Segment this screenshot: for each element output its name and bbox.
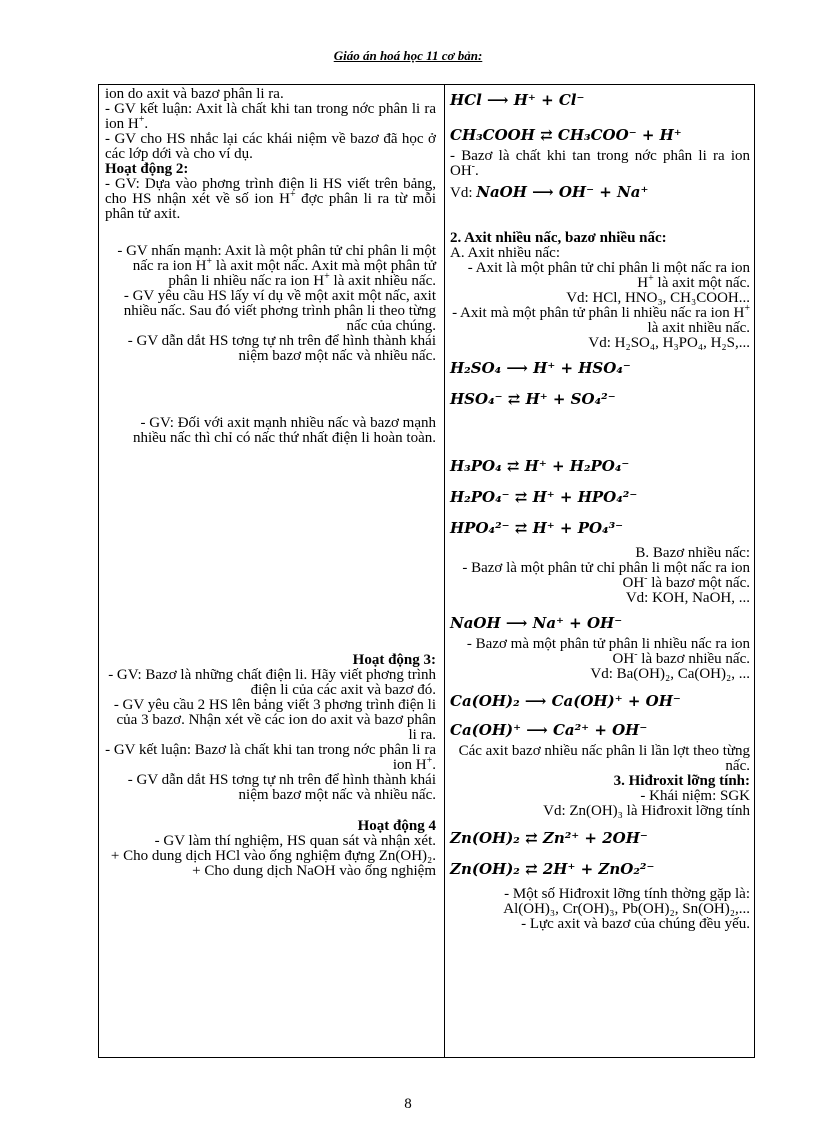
axit-mot-nac: - Axit là một phân tử chỉ phân li một nấc ra ion H+ là axit một nấc. xyxy=(467,260,750,291)
equation-ch3cooh: CH₃COOH ⇄ CH₃COO⁻ + H⁺ xyxy=(450,126,682,144)
axit-nhieu-nac-example: Vd: H₂SO₄, H₃PO₄, H₂S,... xyxy=(588,335,750,351)
bazo-nhieu-nac-example: Vd: Ba(OH)₂, Ca(OH)₂, ... xyxy=(590,666,750,682)
heading-hoat-dong-2: Hoạt động 2: xyxy=(105,161,189,177)
equation-h2so4: H₂SO₄ ⟶ H⁺ + HSO₄⁻ xyxy=(450,359,631,377)
equation-caoh2: Ca(OH)₂ ⟶ Ca(OH)⁺ + OH⁻ xyxy=(450,692,681,710)
section-a-title: A. Axit nhiều nấc: xyxy=(450,245,560,261)
content-column xyxy=(450,85,750,932)
page-number: 8 xyxy=(404,1096,412,1112)
page-header: Giáo án hoá học 11 cơ bản: xyxy=(333,48,483,63)
equation-caoh: Ca(OH)⁺ ⟶ Ca²⁺ + OH⁻ xyxy=(450,721,648,739)
section-b-title: B. Bazơ nhiều nấc: xyxy=(635,545,750,561)
bazo-mot-nac: - Bazơ là một phân tử chỉ phân li một nấc ra ion OH- là bazơ một nấc. xyxy=(462,560,750,591)
stepwise-note: Các axit bazơ nhiều nấc phân li lần lợt theo từng nấc. xyxy=(458,743,750,774)
axit-mot-nac-example: Vd: HCl, HNO₃, CH₃COOH... xyxy=(566,290,750,306)
left-p7: - GV dẫn dắt HS tơng tự nh trên để hình thành khái niệm bazơ một nấc và nhiều nấc. xyxy=(127,333,436,364)
equation-hso4: HSO₄⁻ ⇄ H⁺ + SO₄²⁻ xyxy=(450,390,616,408)
left-p10: - GV yêu cầu 2 HS lên bảng viết 3 phơng trình điện li của 3 bazơ. Nhận xét về các ion do axit và bazơ phân li ra. xyxy=(113,697,436,743)
left-p15: + Cho dung dịch NaOH vào ống nghiệm xyxy=(192,863,436,879)
hidroxit-concept: - Khái niệm: SGK xyxy=(640,788,750,804)
example-naoh: Vd: NaOH ⟶ OH⁻ + Na⁺ xyxy=(450,183,649,201)
teacher-activities-column xyxy=(105,85,436,879)
left-p8: - GV: Đối với axit mạnh nhiều nấc và bazơ mạnh nhiều nấc thì chỉ có nấc thứ nhất điện li hoàn toàn. xyxy=(132,415,436,446)
equation-hpo4: HPO₄²⁻ ⇄ H⁺ + PO₄³⁻ xyxy=(450,519,624,537)
bazo-nhieu-nac: - Bazơ mà một phân tử phân li nhiều nấc ra ion OH- là bazơ nhiều nấc. xyxy=(466,636,750,667)
left-p6: - GV yêu cầu HS lấy ví dụ về một axit một nấc, axit nhiều nấc. Sau đó viết phơng trình phân li theo từng nấc của chúng. xyxy=(123,288,436,334)
section-3-title: 3. Hiđroxit lỡng tính: xyxy=(613,773,750,789)
lesson-table xyxy=(98,84,755,1058)
left-p12: - GV dẫn dắt HS tơng tự nh trên để hình thành khái niệm bazơ một nấc và nhiều nấc. xyxy=(127,772,436,803)
left-p5: - GV nhấn mạnh: Axit là một phân tử chỉ phân li một nấc ra ion H+ là axit một nấc. Axit mà một phân tử phân li nhiều nấc ra ion H+ là axit nhiều nấc. xyxy=(117,243,436,289)
hidroxit-example: Vd: Zn(OH)₃ là Hiđroxit lỡng tính xyxy=(543,803,750,819)
equation-zn-acid: Zn(OH)₂ ⇄ 2H⁺ + ZnO₂²⁻ xyxy=(450,860,655,878)
heading-hoat-dong-4: Hoạt động 4 xyxy=(357,818,436,834)
left-p11: - GV kết luận: Bazơ là chất khi tan trong nớc phân li ra ion H+. xyxy=(105,742,436,773)
axit-nhieu-nac: - Axit mà một phân tử phân li nhiều nấc ra ion H+ là axit nhiều nấc. xyxy=(452,303,750,336)
left-p4: - GV: Dựa vào phơng trình điện li HS viết trên bảng, cho HS nhận xét về số ion H+ đợc phân li ra từ mỗi phân tử axit. xyxy=(105,176,437,222)
strength-note: - Lực axit và bazơ của chúng đều yếu. xyxy=(521,916,750,932)
heading-hoat-dong-3: Hoạt động 3: xyxy=(352,652,436,668)
equation-hcl: HCl ⟶ H⁺ + Cl⁻ xyxy=(450,91,585,109)
left-p13: - GV làm thí nghiệm, HS quan sát và nhận xét. xyxy=(154,833,436,849)
left-p9: - GV: Bazơ là những chất điện li. Hãy viết phơng trình điện li của các axit và bazơ đó. xyxy=(108,667,436,698)
left-p14: + Cho dung dịch HCl vào ống nghiệm đựng Zn(OH)₂. xyxy=(110,848,436,864)
column-divider xyxy=(444,85,445,1057)
equation-zn-base: Zn(OH)₂ ⇄ Zn²⁺ + 2OH⁻ xyxy=(450,829,648,847)
equation-naoh-2: NaOH ⟶ Na⁺ + OH⁻ xyxy=(450,614,623,632)
common-hidroxit: - Một số Hiđroxit lỡng tính thờng gặp là: Al(OH)₃, Cr(OH)₃, Pb(OH)₂, Sn(OH)₂,... xyxy=(503,886,750,917)
equation-h3po4: H₃PO₄ ⇄ H⁺ + H₂PO₄⁻ xyxy=(450,457,630,475)
bazo-mot-nac-example: Vd: KOH, NaOH, ... xyxy=(625,590,750,606)
left-p2: - GV kết luận: Axit là chất khi tan trong nớc phân li ra ion H+. xyxy=(105,101,436,132)
bazo-definition: - Bazơ là chất khi tan trong nớc phân li ra ion OH-. xyxy=(450,148,750,179)
section-2-title: 2. Axit nhiều nấc, bazơ nhiều nấc: xyxy=(450,230,667,246)
left-p3: - GV cho HS nhắc lại các khái niệm về bazơ đã học ở các lớp dới và cho ví dụ. xyxy=(105,131,436,162)
equation-h2po4: H₂PO₄⁻ ⇄ H⁺ + HPO₄²⁻ xyxy=(450,488,638,506)
left-p1: ion do axit và bazơ phân li ra. xyxy=(105,86,284,102)
